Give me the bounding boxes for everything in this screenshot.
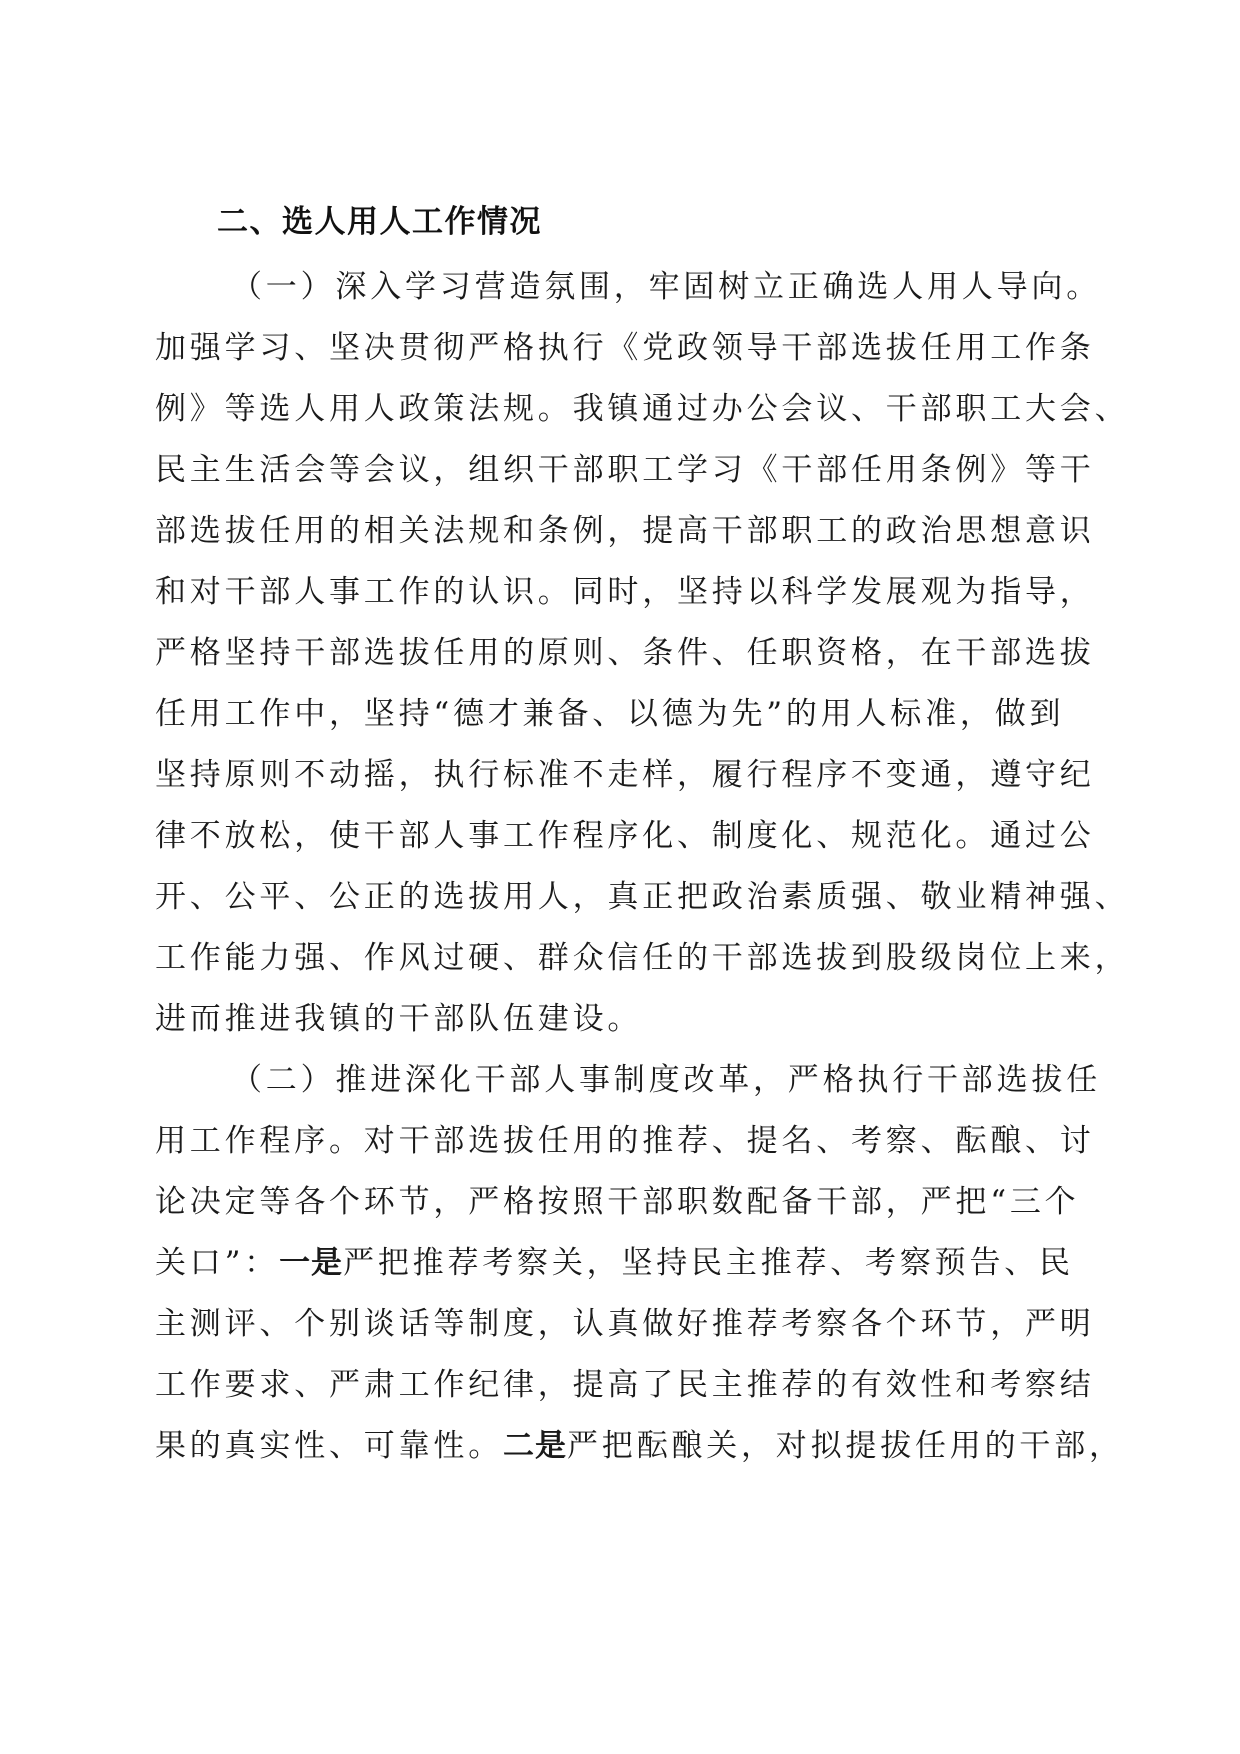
paragraph-1-line: 加强学习、坚决贯彻严格执行《党政领导干部选拔任用工作条 <box>155 330 1095 366</box>
emphasis-first-point: 一是 <box>279 1245 344 1281</box>
document-body <box>155 192 1130 1477</box>
paragraph-1-line: （一）深入学习营造氛围，牢固树立正确选人用人导向。 <box>231 269 1101 305</box>
paragraph-1-line: 开、公平、公正的选拔用人，真正把政治素质强、敬业精神强、 <box>155 879 1130 915</box>
paragraph-1-line: 例》等选人用人政策法规。我镇通过办公会议、干部职工大会、 <box>155 391 1130 427</box>
paragraph-1-line: 严格坚持干部选拔任用的原则、条件、任职资格，在干部选拔 <box>155 635 1095 671</box>
line-text: 严把推荐考察关，坚持民主推荐、考察预告、民 <box>343 1245 1074 1281</box>
paragraph-1-line: 任用工作中，坚持“德才兼备、以德为先”的用人标准，做到 <box>155 696 1065 732</box>
paragraph-2-line-with-emphasis <box>155 1416 1124 1477</box>
paragraph-2-line: 主测评、个别谈话等制度，认真做好推荐考察各个环节，严明 <box>155 1306 1095 1342</box>
section-heading: 二、选人用人工作情况 <box>217 204 542 240</box>
paragraph-1-line: 坚持原则不动摇，执行标准不走样，履行程序不变通，遵守纪 <box>155 757 1095 793</box>
emphasis-second-point: 二是 <box>503 1428 567 1464</box>
paragraph-1-line: 工作能力强、作风过硬、群众信任的干部选拔到股级岗位上来， <box>155 940 1130 976</box>
paragraph-1-line: 律不放松，使干部人事工作程序化、制度化、规范化。通过公 <box>155 818 1095 854</box>
line-text: 关口”： <box>155 1245 280 1281</box>
paragraph-1-line: 民主生活会等会议，组织干部职工学习《干部任用条例》等干 <box>155 452 1095 488</box>
paragraph-1-line: 进而推进我镇的干部队伍建设。 <box>155 1001 643 1037</box>
line-text: 严把酝酿关，对拟提拔任用的干部， <box>567 1428 1124 1464</box>
paragraph-1-line: 和对干部人事工作的认识。同时，坚持以科学发展观为指导， <box>155 574 1095 610</box>
paragraph-2-line-with-emphasis <box>155 1233 1085 1294</box>
paragraph-2-line: 用工作程序。对干部选拔任用的推荐、提名、考察、酝酿、讨 <box>155 1123 1095 1159</box>
paragraph-2-line: 论决定等各个环节，严格按照干部职数配备干部，严把“三个 <box>155 1184 1080 1220</box>
line-text: 果的真实性、可靠性。 <box>155 1428 503 1464</box>
paragraph-2-line: 工作要求、严肃工作纪律，提高了民主推荐的有效性和考察结 <box>155 1367 1095 1403</box>
paragraph-1-line: 部选拔任用的相关法规和条例，提高干部职工的政治思想意识 <box>155 513 1095 549</box>
paragraph-2-line: （二）推进深化干部人事制度改革，严格执行干部选拔任 <box>231 1062 1101 1098</box>
